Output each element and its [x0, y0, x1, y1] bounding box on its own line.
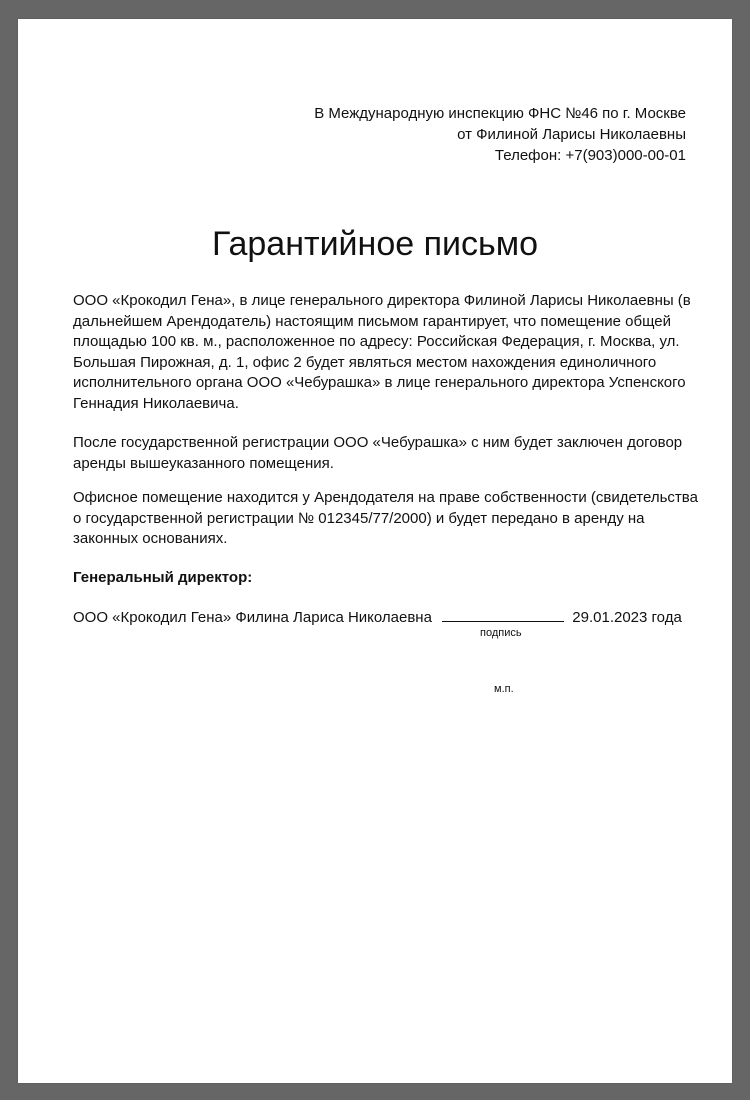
- signature-line: [73, 607, 682, 628]
- signer-name: ООО «Крокодил Гена» Филина Лариса Николаевна: [73, 609, 432, 626]
- stamp-placeholder: м.п.: [494, 683, 514, 695]
- paragraph-lease: После государственной регистрации ООО «Чебурашка» с ним будет заключен договор аренды вышеуказанного помещения.: [73, 434, 683, 472]
- addressee-line: В Международную инспекцию ФНС №46 по г. Москве: [314, 105, 686, 122]
- document-title: Гарантийное письмо: [211, 225, 538, 263]
- addressee-block: [314, 103, 686, 166]
- signature-date: 29.01.2023 года: [572, 609, 682, 626]
- signature-heading: Генеральный директор:: [73, 569, 253, 586]
- phone-line: Телефон: +7(903)000-00-01: [494, 147, 686, 164]
- document-page: [18, 19, 732, 1083]
- paragraph-guarantee: ООО «Крокодил Гена», в лице генерального директора Филиной Ларисы Николаевны (в дальнейшем Арендодатель) настоящим письмом гарантирует, что помещение общей площадью 100 кв. м., расположенное по адресу: Российская Федерация, г. Москва, ул. Большая Пирожная, д. 1, офис 2 будет являться местом нахождения единоличного исполнительного органа ООО «Чебурашка» в лице генерального директора Успенского Геннадия Николаевича.: [73, 292, 691, 412]
- signature-caption: подпись: [480, 627, 522, 639]
- signature-blank: [442, 607, 564, 622]
- sender-line: от Филиной Ларисы Николаевны: [457, 126, 686, 143]
- paragraph-ownership: Офисное помещение находится у Арендодателя на праве собственности (свидетельства о государственной регистрации № 012345/77/2000) и будет передано в аренду на законных основаниях.: [73, 489, 698, 547]
